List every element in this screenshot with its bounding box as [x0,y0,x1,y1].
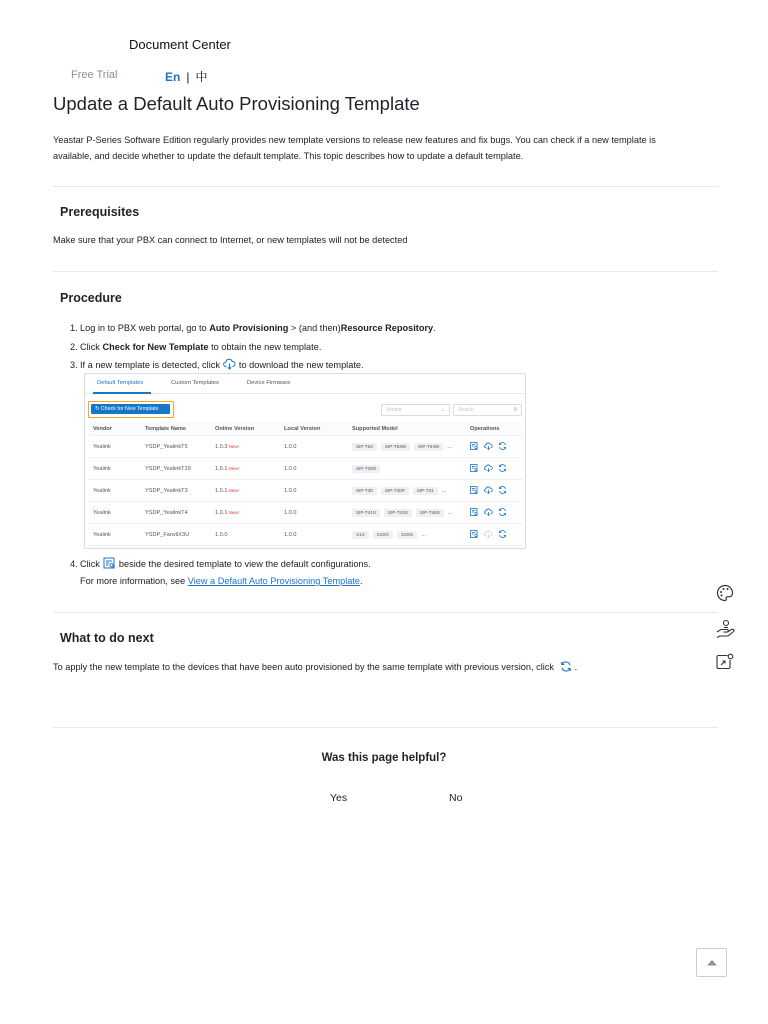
cloud-download-icon [223,358,236,372]
model-chip: SIP-T30 [352,487,377,495]
model-chip: SIP-T41S [352,509,380,517]
template-name-cell: YSDP_YealinkT3 [145,488,188,494]
cloud-download-icon [484,464,493,472]
figure-check-new-template-button: ↻ Check for New Template [91,404,170,414]
figure-template-table [89,422,523,546]
vendor-cell: Yealink [93,444,111,450]
supported-model-cell [352,480,446,502]
figure-table-row [89,458,523,480]
template-name-cell: YSDP_YealinkT5 [145,444,188,450]
feedback-question: Was this page helpful? [321,752,447,764]
model-chip: SIP-T42S [384,509,412,517]
figure-tab-device-firmware: Device Firmware [247,380,291,386]
sync-icon [560,661,572,674]
step-2: 2. Click Check for New Template to obtain the new template. [70,341,322,352]
view-template-icon [470,508,479,516]
view-template-icon [470,530,479,538]
more-models: ... [447,444,452,450]
model-chip: SIP-T29G [352,465,380,473]
vendor-cell: Yealink [93,532,111,538]
cloud-download-icon [484,442,493,450]
figure-highlight-box [88,401,174,418]
local-version-cell: 1.0.0 [284,488,297,494]
online-version-cell: $1.0.3^{New!}$ [215,444,239,450]
operations-cell [470,530,507,538]
lang-zh[interactable]: 中 [195,70,208,84]
local-version-cell: 1.0.0 [284,532,297,538]
figure-search-input: Search ⚲ [453,404,522,416]
search-icon: ⚲ [513,407,517,413]
step-3: 3. If a new template is detected, click to download the new template. [70,360,364,371]
view-default-template-link[interactable]: View a Default Auto Provisioning Template [187,576,361,586]
divider [53,612,718,613]
view-template-icon [103,557,116,571]
local-version-cell: 1.0.0 [284,444,297,450]
divider [53,271,718,272]
cloud-download-icon [484,508,493,516]
model-chip: SIP-T30P [381,487,409,495]
template-name-cell: YSDP_FanvilX3U [145,532,190,538]
new-badge: New! [228,488,239,493]
share-feedback-icon[interactable] [715,653,735,676]
prerequisites-heading: Prerequisites [60,205,140,219]
cloud-download-icon [484,486,493,494]
figure-tab-default-templates: Default Templates [97,380,144,386]
sync-icon [498,486,507,494]
site-brand[interactable]: Document Center [129,37,231,52]
support-hand-icon[interactable] [715,619,737,644]
next-heading: What to do next [60,631,154,645]
procedure-heading: Procedure [60,291,122,305]
language-switcher [165,68,207,85]
more-models: ... [441,488,447,494]
model-chip: SIP-T31 [413,487,438,495]
operations-cell [470,508,507,516]
resource-repository-screenshot [84,373,526,549]
page-title: Update a Default Auto Provisioning Template [53,93,420,114]
vendor-cell: Yealink [93,510,111,516]
more-info: For more information, see View a Default Auto Provisioning Template. [80,576,363,586]
step-4: 4. Click beside the desired template to view the default configurations. [70,559,371,570]
new-badge: New! [228,466,239,471]
model-chip: SIP-T54W [414,443,443,451]
model-chip: X1S [352,531,369,539]
model-chip: SIP-T46S [416,509,444,517]
free-trial-link[interactable]: Free Trial [71,69,118,81]
model-chip: X1SG [373,531,393,539]
view-template-icon [470,442,479,450]
figure-table-header: Vendor Template Name Online Version Local Version Supported Model Operations [89,422,523,436]
figure-table-row [89,480,523,502]
sync-icon [498,442,507,450]
template-name-cell: YSDP_YealinkT4 [145,510,188,516]
vendor-cell: Yealink [93,466,111,472]
model-chip: SIP-T53W [381,443,410,451]
more-models: ... [421,532,426,538]
template-name-cell: YSDP_YealinkT29 [145,466,191,472]
palette-icon[interactable] [715,584,735,607]
supported-model-cell [352,502,452,524]
sync-icon [498,508,507,516]
supported-model-cell [352,458,384,480]
figure-table-row [89,524,523,546]
model-chip: SIP-T53 [352,443,377,451]
figure-tab-underline [93,392,151,394]
vendor-cell: Yealink [93,488,111,494]
back-to-top-button[interactable] [696,948,727,977]
supported-model-cell [352,524,426,546]
figure-vendor-select: Vendor ⌄ [381,404,450,416]
online-version-cell: 1.0.0 [215,532,228,538]
online-version-cell: $1.0.1^{New!}$ [215,510,239,516]
procedure-steps [70,319,680,375]
cloud-download-icon [484,530,493,538]
lang-separator: | [186,70,190,84]
local-version-cell: 1.0.0 [284,510,297,516]
figure-table-row [89,502,523,524]
feedback-no-button[interactable]: No [449,792,463,804]
supported-model-cell [352,436,452,458]
prerequisites-text: Make sure that your PBX can connect to Internet, or new templates will not be detected [53,235,408,245]
divider [53,727,718,728]
step-1: 1. Log in to PBX web portal, go to Auto Provisioning > (and then) Resource Repository . [70,323,436,334]
lang-en[interactable]: En [165,70,181,84]
divider [53,186,718,187]
next-text: To apply the new template to the devices that have been auto provisioned by the same template with previous version, click . [53,661,577,674]
figure-tabs [85,374,525,394]
figure-tab-custom-templates: Custom Templates [171,380,219,386]
figure-table-row [89,436,523,458]
sync-icon [498,530,507,538]
online-version-cell: $1.0.1^{New!}$ [215,466,239,472]
chevron-up-icon [706,958,718,967]
new-badge: New! [228,510,239,515]
sync-icon [498,464,507,472]
model-chip: X3SG [397,531,417,539]
online-version-cell: $1.0.1^{New!}$ [215,488,239,494]
operations-cell [470,486,507,494]
local-version-cell: 1.0.0 [284,466,297,472]
intro-text: Yeastar P-Series Software Edition regularly provides new template versions to release new features and fix bugs. You can check if a new template is available, and decide whether to update the default template. This topic describes how to update a default template. [53,135,656,161]
operations-cell [470,464,507,472]
feedback-yes-button[interactable]: Yes [330,792,348,804]
new-badge: New! [228,444,239,449]
view-template-icon [470,464,479,472]
more-models: ... [447,510,453,516]
operations-cell [470,442,507,450]
view-template-icon [470,486,479,494]
chevron-down-icon: ⌄ [440,407,445,413]
procedure-steps-continued [70,555,680,574]
